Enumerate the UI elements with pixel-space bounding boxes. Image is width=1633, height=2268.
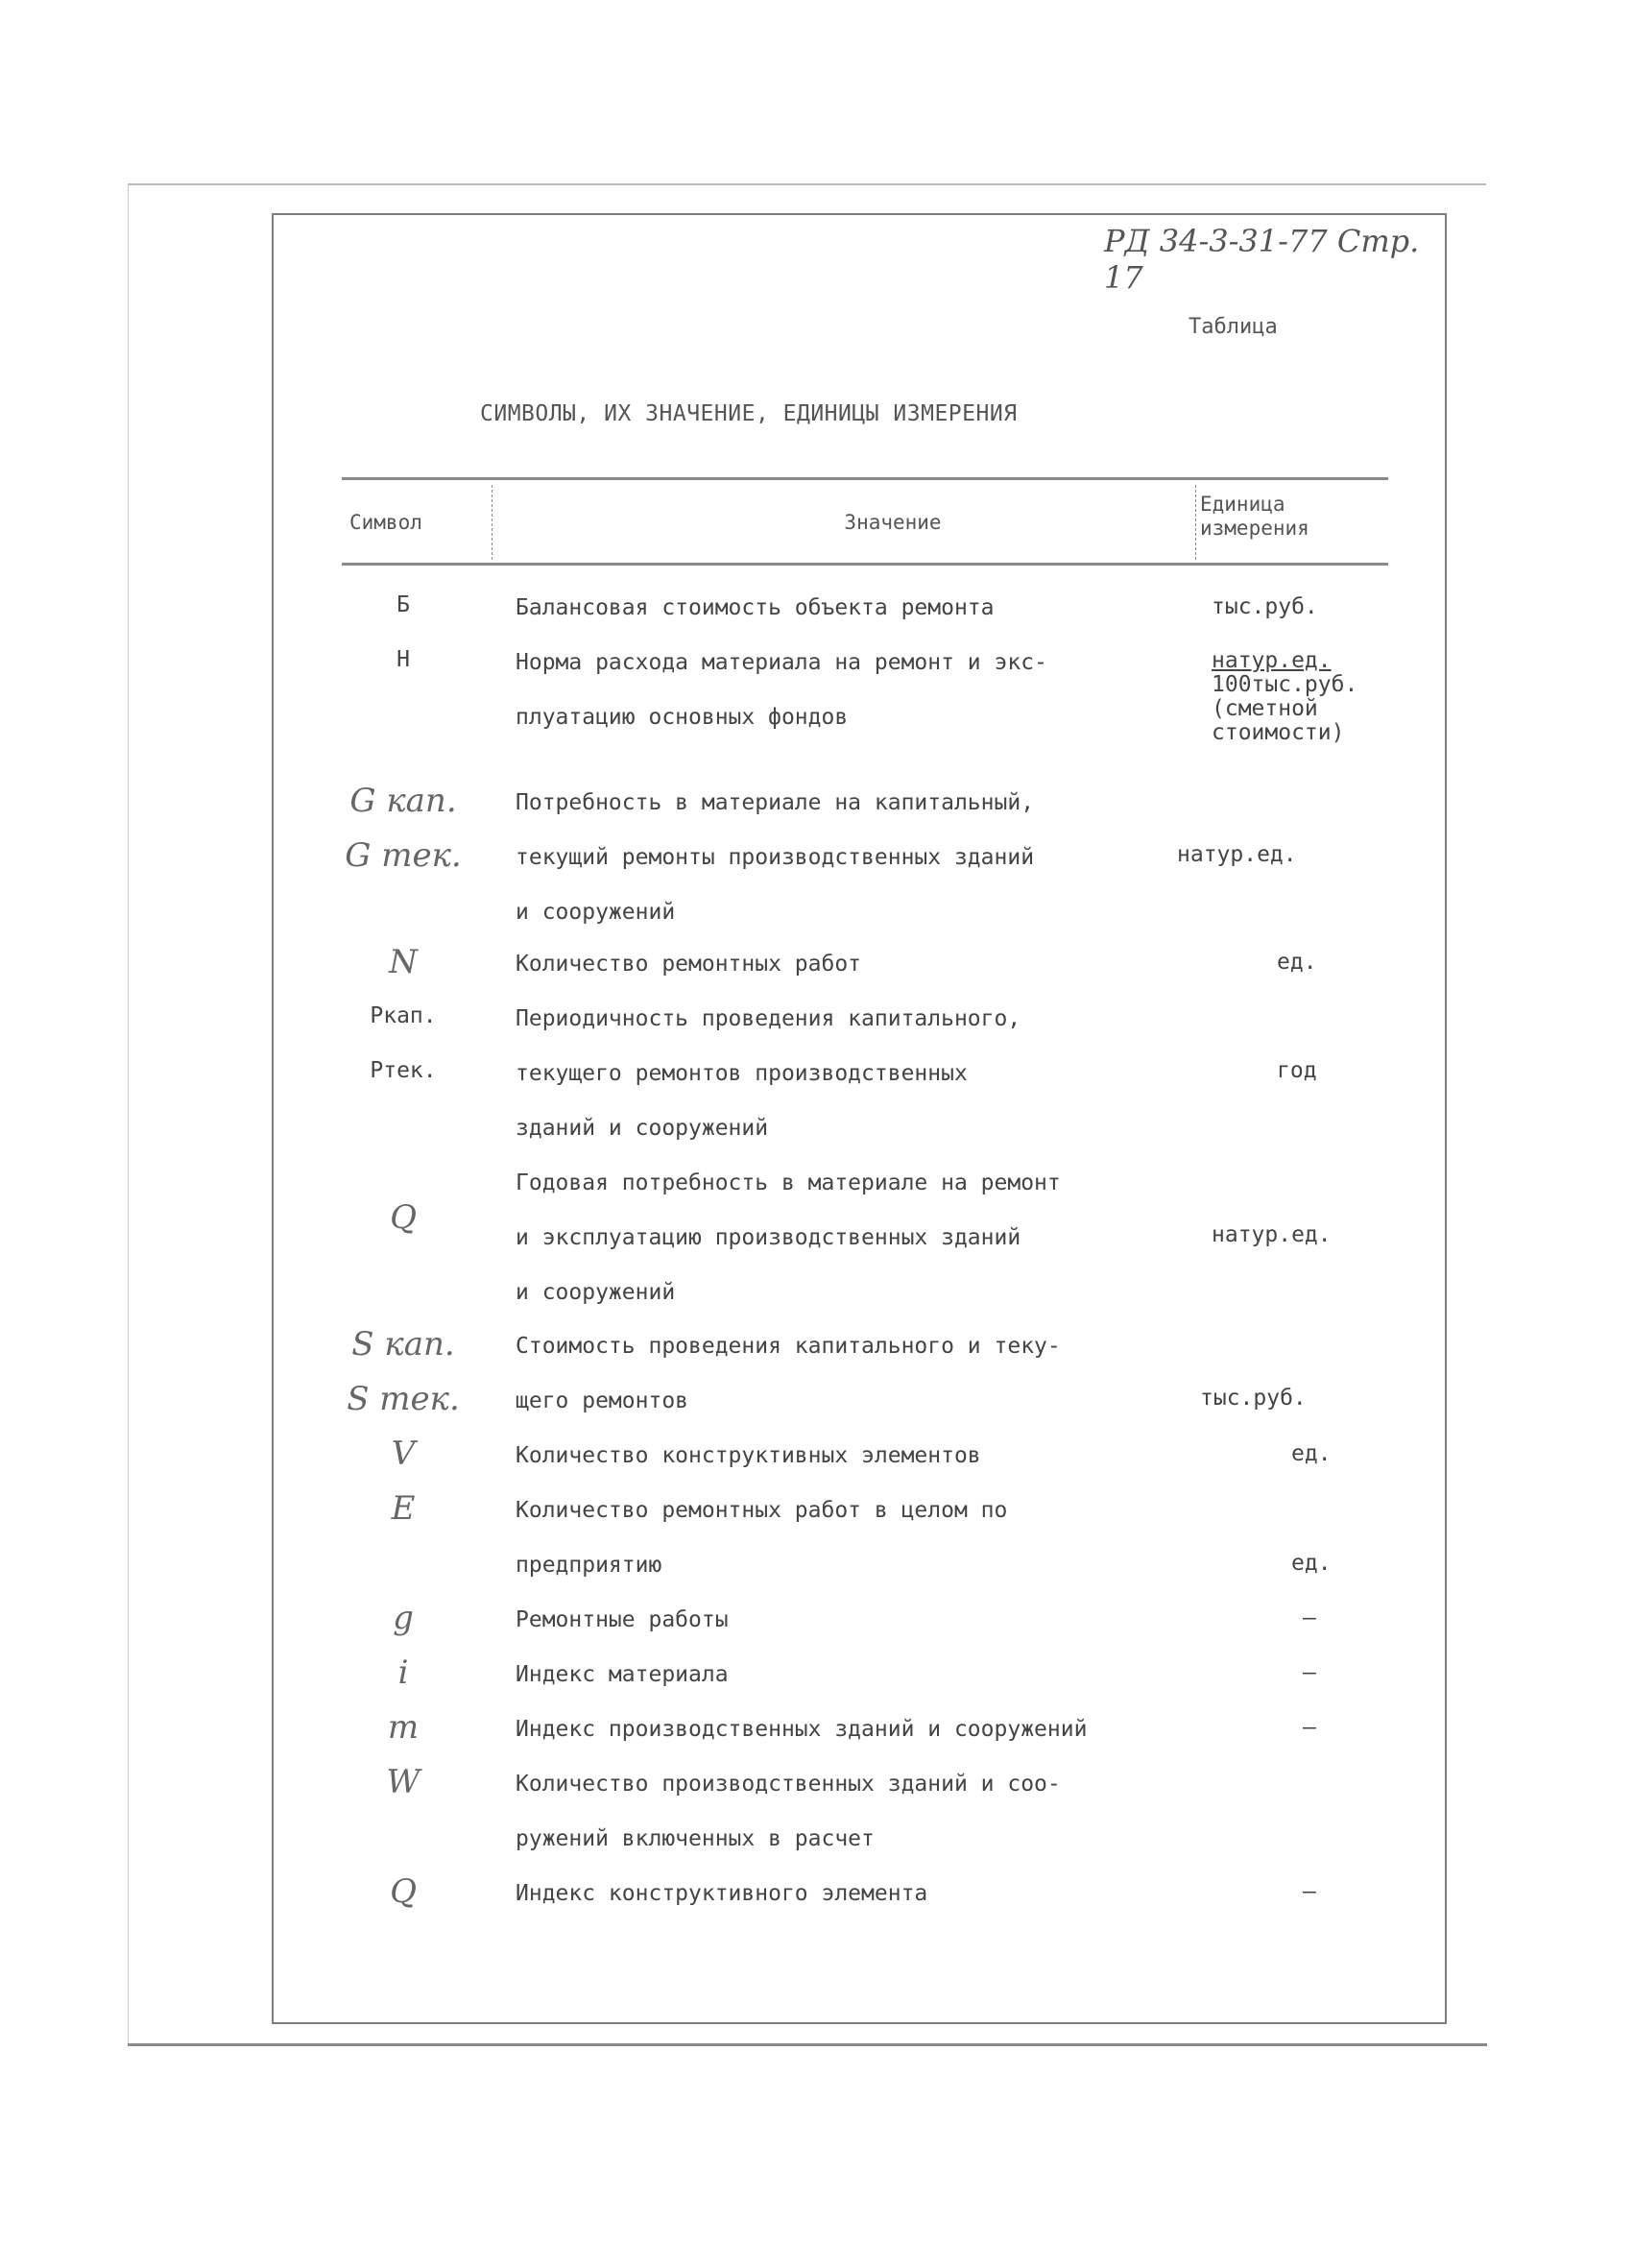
row-unit (1291, 1442, 1332, 1466)
row-unit (1303, 1661, 1316, 1685)
row-symbol-secondary: S тек. (347, 1380, 460, 1418)
row-symbol: g (393, 1599, 414, 1637)
row-unit (1200, 1387, 1307, 1411)
row-meaning-line: Потребность в материале на капитальный, (516, 790, 1035, 815)
row-unit-line: (сметной (1212, 696, 1318, 721)
row-unit-line: – (1303, 1879, 1316, 1904)
row-unit (1177, 843, 1297, 867)
row-symbol: Q (390, 1198, 417, 1237)
row-unit (1303, 1716, 1316, 1740)
row-meaning-line: и сооружений (516, 1280, 676, 1305)
row-meaning-line: ружений включенных в расчет (516, 1826, 875, 1851)
row-meaning (516, 1648, 1207, 1702)
row-meaning (516, 1429, 1207, 1484)
row-meaning-line: Индекс конструктивного элемента (516, 1881, 928, 1906)
row-unit-line: ед. (1291, 1551, 1332, 1576)
row-meaning (516, 636, 1207, 745)
row-unit-line: год (1277, 1058, 1317, 1083)
row-meaning (516, 1757, 1207, 1867)
row-unit (1212, 649, 1357, 745)
row-meaning-line: Индекс производственных зданий и сооружений (516, 1717, 1088, 1742)
row-unit (1277, 1059, 1317, 1083)
row-meaning (516, 581, 1207, 636)
row-symbol: Q (390, 1872, 417, 1911)
row-meaning-line: Периодичность проведения капитального, (516, 1006, 1021, 1031)
row-unit-line: натур.ед. (1212, 648, 1332, 673)
row-meaning-line: Норма расхода материала на ремонт и экс- (516, 650, 1047, 675)
row-unit-line: ед. (1277, 950, 1317, 975)
row-meaning (516, 1702, 1207, 1757)
row-meaning-line: Ремонтные работы (516, 1607, 729, 1632)
row-unit-line: ед. (1291, 1441, 1332, 1466)
row-meaning (516, 1156, 1207, 1320)
row-unit-line: – (1303, 1660, 1316, 1685)
row-symbol: m (387, 1708, 420, 1747)
row-symbol: V (391, 1435, 416, 1473)
row-meaning-line: Индекс материала (516, 1662, 729, 1687)
row-symbol: W (386, 1763, 420, 1801)
row-symbol-secondary: G тек. (345, 836, 462, 875)
column-header-symbol: Символ (349, 511, 422, 534)
row-unit (1277, 951, 1317, 975)
row-unit (1212, 1223, 1332, 1247)
row-unit-line: стоимости) (1212, 720, 1345, 745)
row-meaning-line: щего ремонтов (516, 1388, 689, 1413)
column-header-meaning: Значение (844, 511, 942, 534)
row-meaning-line: Количество конструктивных элементов (516, 1443, 981, 1468)
row-meaning-line: и сооружений (516, 900, 676, 925)
row-symbol: E (391, 1489, 416, 1528)
row-meaning-line: Годовая потребность в материале на ремонт (516, 1170, 1061, 1195)
column-header-unit-line2: измерения (1200, 517, 1309, 540)
row-meaning-line: предприятию (516, 1553, 662, 1578)
row-symbol-secondary: Ртек. (370, 1058, 437, 1083)
row-meaning-line: текущего ремонтов производственных (516, 1061, 968, 1086)
row-symbol: S кап. (351, 1325, 455, 1363)
row-symbol: N (389, 943, 418, 981)
document-code: РД 34-3-31-77 Стр. 17 (1104, 223, 1420, 296)
row-meaning-line: зданий и сооружений (516, 1116, 769, 1141)
outer-frame-bottom-rule (128, 2043, 1487, 2046)
row-meaning-line: Количество ремонтных работ в целом по (516, 1498, 1008, 1523)
table-title: СИМВОЛЫ, ИХ ЗНАЧЕНИЕ, ЕДИНИЦЫ ИЗМЕРЕНИЯ (480, 401, 1018, 426)
row-unit-line: натур.ед. (1177, 842, 1297, 867)
table-header-bottom-rule (342, 563, 1388, 566)
row-symbol: Н (396, 647, 410, 672)
row-meaning (516, 1867, 1207, 1921)
row-unit-line: тыс.руб. (1200, 1386, 1307, 1411)
row-meaning (516, 1593, 1207, 1648)
row-unit-line: тыс.руб. (1212, 594, 1318, 619)
row-unit-line: натур.ед. (1212, 1222, 1332, 1247)
column-header-unit (1200, 493, 1309, 541)
row-meaning-line: текущий ремонты производственных зданий (516, 845, 1035, 870)
row-unit (1212, 595, 1318, 619)
row-meaning-line: Количество производственных зданий и соо- (516, 1772, 1061, 1797)
row-meaning (516, 992, 1207, 1156)
row-meaning (516, 1319, 1207, 1429)
column-header-unit-line1: Единица (1200, 493, 1285, 516)
table-header-top-rule (342, 477, 1388, 480)
table-label: Таблица (1189, 315, 1278, 339)
row-meaning-line: Стоимость проведения капитального и теку- (516, 1334, 1061, 1359)
row-meaning (516, 937, 1207, 992)
row-unit-line: 100тыс.руб. (1212, 672, 1358, 697)
row-meaning-line: плуатацию основных фондов (516, 705, 849, 730)
row-symbol: i (397, 1653, 409, 1692)
row-symbol: G кап. (349, 782, 457, 820)
column-separator (1195, 485, 1196, 560)
row-meaning-line: Балансовая стоимость объекта ремонта (516, 595, 995, 620)
row-symbol: Ркап. (370, 1003, 437, 1028)
row-unit (1303, 1606, 1316, 1630)
row-meaning (516, 776, 1207, 940)
row-symbol: Б (396, 592, 410, 617)
row-unit-line: – (1303, 1715, 1316, 1740)
row-unit-line: – (1303, 1605, 1316, 1630)
row-unit (1291, 1552, 1332, 1576)
row-meaning-line: Количество ремонтных работ (516, 952, 862, 977)
row-meaning (516, 1484, 1207, 1593)
row-meaning-line: и эксплуатацию производственных зданий (516, 1225, 1021, 1250)
row-unit (1303, 1880, 1316, 1904)
